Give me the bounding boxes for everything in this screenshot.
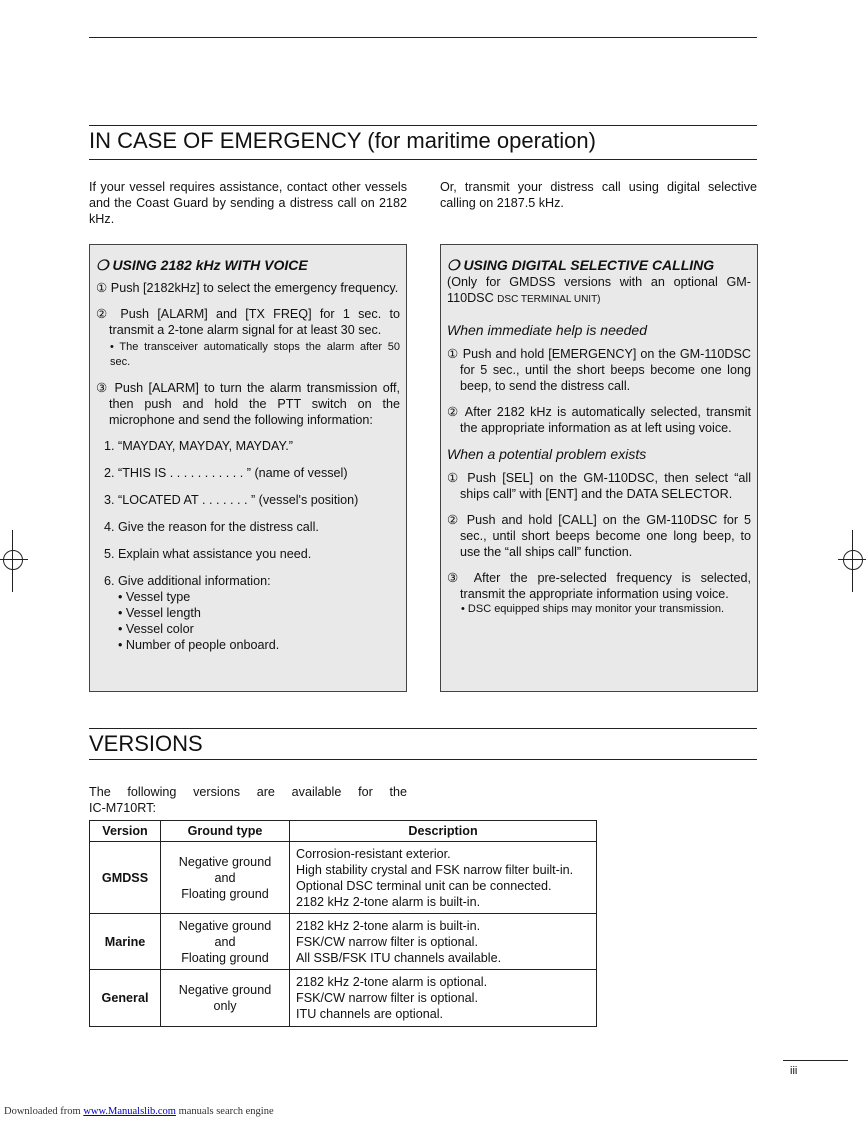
- step: ① Push [2182kHz] to select the emergency frequency.: [96, 281, 399, 295]
- versions-intro: The following versions are available for the IC-M710RT:: [89, 785, 407, 815]
- bullet: • Vessel color: [118, 622, 194, 636]
- info-item: 2. “THIS IS . . . . . . . . . . . ” (name of vessel): [104, 466, 348, 480]
- version-cell: Marine: [90, 914, 161, 970]
- step: ③ After the pre-selected frequency is selected, transmit the appropriate information using voice.: [447, 571, 751, 601]
- col-header: Description: [290, 821, 597, 842]
- voice-box: [89, 244, 407, 692]
- dsc-box: [440, 244, 758, 692]
- voice-heading: ❍ USING 2182 kHz WITH VOICE: [96, 257, 308, 273]
- subnote-smallcaps: DSC TERMINAL UNIT): [497, 294, 601, 305]
- table-row: [90, 842, 597, 914]
- desc-cell: Corrosion-resistant exterior. High stability crystal and FSK narrow filter built-in. Optional DSC terminal unit can be connected. 2182 kHz 2-tone alarm is built-in.: [290, 842, 597, 914]
- divider: [89, 759, 757, 760]
- step: ② Push and hold [CALL] on the GM-110DSC for 5 sec., until short beeps become one long beep, to use the “all ships call” function.: [447, 513, 751, 559]
- version-cell: GMDSS: [90, 842, 161, 914]
- emergency-title: IN CASE OF EMERGENCY (for maritime operation): [89, 128, 596, 153]
- divider: [89, 728, 757, 729]
- ground-cell: Negative ground and Floating ground: [161, 914, 290, 970]
- desc-cell: 2182 kHz 2-tone alarm is built-in. FSK/CW narrow filter is optional. All SSB/FSK ITU channels available.: [290, 914, 597, 970]
- info-item: 6. Give additional information:: [104, 574, 271, 588]
- ground-cell: Negative ground and Floating ground: [161, 842, 290, 914]
- subheading: When immediate help is needed: [447, 322, 648, 338]
- note: • The transceiver automatically stops the alarm after 50 sec.: [110, 341, 400, 368]
- footer: [4, 1104, 274, 1120]
- step: ① Push and hold [EMERGENCY] on the GM-110DSC for 5 sec., until the short beeps become one long beep, to send the distress call.: [447, 347, 751, 393]
- footer-text: Downloaded from: [4, 1106, 84, 1117]
- info-item: 5. Explain what assistance you need.: [104, 547, 312, 561]
- divider: [89, 159, 757, 160]
- page-number: iii: [790, 1065, 798, 1077]
- divider: [89, 125, 757, 126]
- subheading: When a potential problem exists: [447, 446, 647, 462]
- step: ③ Push [ALARM] to turn the alarm transmission off, then push and hold the PTT switch on the microphone and send the following information:: [96, 381, 400, 427]
- desc-cell: 2182 kHz 2-tone alarm is optional. FSK/CW narrow filter is optional. ITU channels are optional.: [290, 970, 597, 1027]
- bullet: • Vessel length: [118, 606, 201, 620]
- table-row: [90, 970, 597, 1027]
- note: • DSC equipped ships may monitor your transmission.: [461, 603, 725, 615]
- page-number-rule: [783, 1060, 848, 1061]
- intro-right: Or, transmit your distress call using digital selective calling on 2187.5 kHz.: [440, 180, 757, 210]
- top-rule: [89, 37, 757, 38]
- dsc-heading: ❍ USING DIGITAL SELECTIVE CALLING: [447, 257, 715, 273]
- col-header: Version: [90, 821, 161, 842]
- bullet: • Vessel type: [118, 590, 191, 604]
- version-cell: General: [90, 970, 161, 1027]
- subnote-text: (Only for GMDSS versions with an optional GM-110DSC: [447, 275, 751, 305]
- footer-text: manuals search engine: [175, 1106, 274, 1117]
- step: ② Push [ALARM] and [TX FREQ] for 1 sec. to transmit a 2-tone alarm signal for at least 30 sec.: [96, 307, 400, 337]
- footer-link[interactable]: www.Manualslib.com: [83, 1106, 176, 1117]
- step: ① Push [SEL] on the GM-110DSC, then select “all ships call” with [ENT] and the DATA SELECTOR.: [447, 471, 751, 501]
- bullet: • Number of people onboard.: [118, 638, 280, 652]
- col-header: Ground type: [161, 821, 290, 842]
- table-row: [90, 914, 597, 970]
- info-item: 3. “LOCATED AT . . . . . . . ” (vessel's position): [104, 493, 359, 507]
- intro-left: If your vessel requires assistance, contact other vessels and the Coast Guard by sending a distress call on 2182 kHz.: [89, 180, 407, 226]
- ground-cell: Negative ground only: [161, 970, 290, 1027]
- step: ② After 2182 kHz is automatically selected, transmit the appropriate information as at left using voice.: [447, 405, 751, 435]
- info-item: 4. Give the reason for the distress call.: [104, 520, 319, 534]
- info-item: 1. “MAYDAY, MAYDAY, MAYDAY.”: [104, 439, 293, 453]
- versions-title: VERSIONS: [89, 731, 203, 756]
- dsc-subnote: [447, 274, 751, 308]
- versions-table: [89, 820, 597, 1027]
